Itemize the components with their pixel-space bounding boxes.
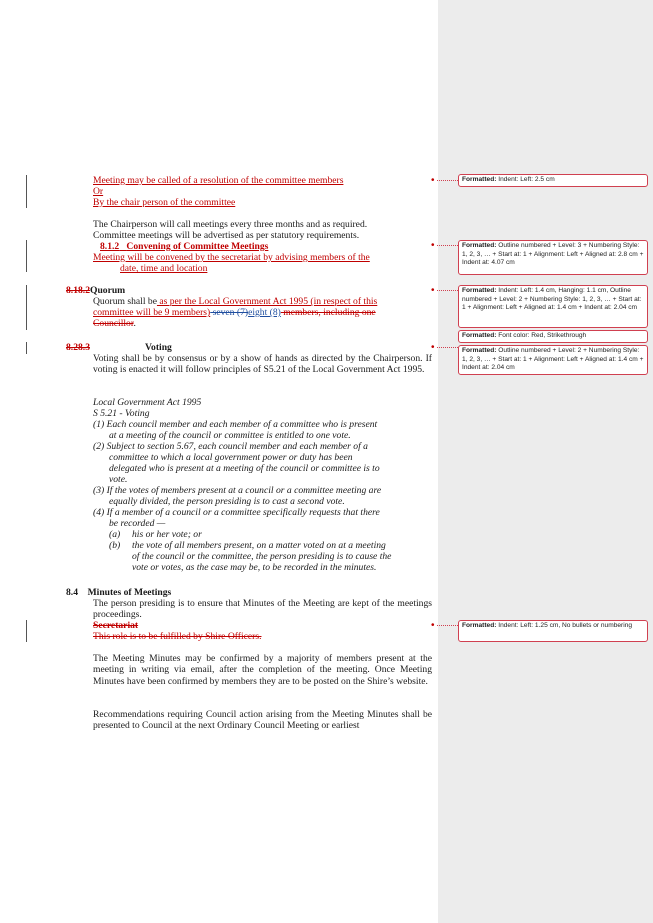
- convening-line: date, time and location: [120, 263, 208, 274]
- act-label: (b): [109, 540, 121, 551]
- change-bar: [26, 620, 27, 642]
- convening-line: Meeting will be convened by the secretariat by advising members of the: [93, 252, 370, 263]
- quorum-line: Councillor.: [93, 318, 136, 329]
- change-marker: •: [431, 175, 435, 186]
- secretariat-heading: Secretariat: [93, 620, 139, 631]
- change-bar: [26, 285, 27, 330]
- voting-heading: 8.28.3 Voting: [66, 342, 172, 353]
- comment-balloon[interactable]: Formatted: Outline numbered + Level: 2 + Numbering Style: 1, 2, 3, … + Start at: 1 + Alignment: Left + Aligned at: 1.4 cm + Indent at: 2.04 cm: [458, 345, 648, 375]
- minutes-paragraph: The person presiding is to ensure that Minutes of the Meeting are kept of the meetings proceedings.: [93, 598, 432, 621]
- act-section: S 5.21 - Voting: [93, 408, 150, 419]
- comment-balloon[interactable]: Formatted: Indent: Left: 1.25 cm, No bullets or numbering: [458, 620, 648, 642]
- confirm-paragraph: The Meeting Minutes may be confirmed by a majority of members present at the meeting in writing via email, after the completion of the meeting. Once Meeting Minutes have been confirmed by members they are to be posted on the Shire’s website.: [93, 653, 432, 687]
- act-line: (2) Subject to section 5.67, each council member and each member of a: [93, 441, 368, 452]
- comment-margin: [438, 0, 653, 923]
- act-line: at a meeting of the council or committee is entitled to one vote.: [109, 430, 351, 441]
- comment-connector: [437, 290, 458, 291]
- comment-balloon[interactable]: Formatted: Outline numbered + Level: 3 + Numbering Style: 1, 2, 3, … + Start at: 1 + Alignment: Left + Aligned at: 2.8 cm + Indent at: 4.07 cm: [458, 240, 648, 275]
- change-marker: •: [431, 342, 435, 353]
- comment-connector: [437, 245, 458, 246]
- act-line: vote.: [109, 474, 128, 485]
- act-line: of the council or the committee, the person presiding is to cause the: [132, 551, 392, 562]
- comment-connector: [437, 347, 458, 348]
- quorum-line: committee will be 9 members) seven (7)eight (8) members, including one: [93, 307, 376, 318]
- comment-connector: [437, 625, 458, 626]
- comment-connector: [437, 180, 458, 181]
- act-title: Local Government Act 1995: [93, 397, 202, 408]
- act-line: vote or votes, as the case may be, to be recorded in the minutes.: [132, 562, 377, 573]
- act-label: (a): [109, 529, 121, 540]
- comment-balloon[interactable]: Formatted: Font color: Red, Strikethrough: [458, 330, 648, 343]
- change-marker: •: [431, 285, 435, 296]
- act-line: his or her vote; or: [132, 529, 202, 540]
- act-line: equally divided, the person presiding is to cast a second vote.: [109, 496, 345, 507]
- act-line: (1) Each council member and each member of a committee who is present: [93, 419, 378, 430]
- quorum-line: Quorum shall be as per the Local Government Act 1995 (in respect of this: [93, 296, 378, 307]
- chair-paragraph-line: Committee meetings will be advertised as per statutory requirements.: [93, 230, 360, 241]
- chair-text: By the chair person of the committee: [93, 197, 236, 208]
- quorum-heading: 8.18.2Quorum: [66, 285, 126, 296]
- meeting-resolution-text: Meeting may be called of a resolution of the committee members: [93, 175, 344, 186]
- comment-balloon[interactable]: Formatted: Indent: Left: 1.4 cm, Hanging: 1.1 cm, Outline numbered + Level: 2 + Numbering Style: 1, 2, 3, … + Start at: 1 + Alignment: Left + Aligned at: 1.4 cm + Indent at: 2.04 cm: [458, 285, 648, 328]
- change-marker: •: [431, 240, 435, 251]
- chair-paragraph-line: The Chairperson will call meetings every three months and as required.: [93, 219, 368, 230]
- recommend-paragraph: Recommendations requiring Council action arising from the Meeting Minutes shall be presented to Council at the next Ordinary Council Meeting or earliest: [93, 709, 432, 732]
- act-line: committee to which a local government power or duty has been: [109, 452, 353, 463]
- change-marker: •: [431, 620, 435, 631]
- convening-heading: 8.1.2 Convening of Committee Meetings: [100, 241, 269, 252]
- secretariat-role: This role is to be fulfilled by Shire Officers.: [93, 631, 262, 642]
- comment-balloon[interactable]: Formatted: Indent: Left: 2.5 cm: [458, 174, 648, 187]
- act-line: (3) If the votes of members present at a council or a committee meeting are: [93, 485, 382, 496]
- act-line: the vote of all members present, on a matter voted on at a meeting: [132, 540, 386, 551]
- voting-paragraph: Voting shall be by consensus or by a show of hands as directed by the Chairperson. If voting is enacted it will follow principles of S5.21 of the Local Government Act 1995.: [93, 353, 432, 376]
- act-line: be recorded —: [109, 518, 166, 529]
- act-line: delegated who is present at a meeting of the council or committee is to: [109, 463, 380, 474]
- or-text: Or: [93, 186, 104, 197]
- act-line: (4) If a member of a council or a committee specifically requests that there: [93, 507, 380, 518]
- minutes-heading: 8.4 Minutes of Meetings: [66, 587, 172, 598]
- change-bar: [26, 342, 27, 354]
- change-bar: [26, 240, 27, 272]
- change-bar: [26, 175, 27, 208]
